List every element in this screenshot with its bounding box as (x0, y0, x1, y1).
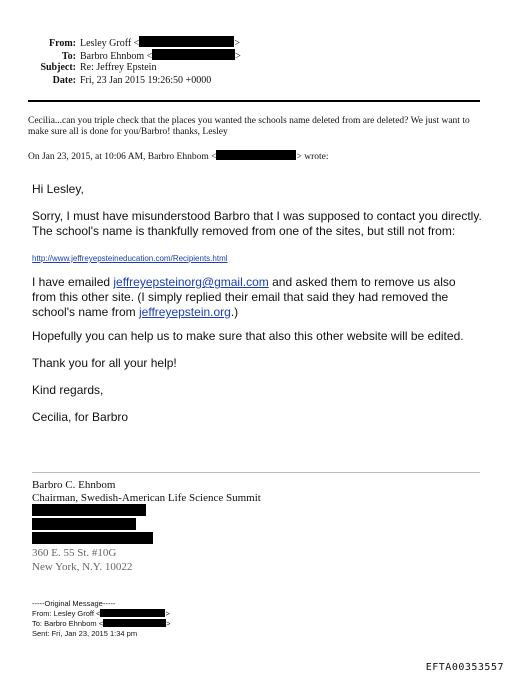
greeting: Hi Lesley, (32, 182, 84, 196)
subject-value: Re: Jeffrey Epstein (80, 62, 157, 73)
from-row (20, 36, 240, 50)
email-link[interactable]: jeffreyepsteinorg@gmail.com (113, 275, 269, 289)
recipients-link-row (32, 250, 482, 266)
original-to (32, 619, 170, 628)
to-name: Barbro Ehnbom < (80, 51, 153, 62)
original-divider: -----Original Message----- (32, 599, 116, 608)
quote-attribution (28, 150, 329, 163)
original-from-text: From: Lesley Groff < (32, 609, 101, 618)
signature-address-2: New York, N.Y. 10022 (32, 561, 133, 573)
original-from (32, 609, 170, 618)
from-label: From: (48, 38, 76, 49)
paragraph-1: Sorry, I must have misunderstood Barbro that I was supposed to contact you directly. The school's name is thankfully removed from one of the sites, but still not from: (32, 209, 482, 238)
signature-title: Chairman, Swedish-American Life Science Summit (32, 492, 261, 504)
signature-address-1: 360 E. 55 St. #10G (32, 547, 117, 559)
from-close: > (234, 38, 240, 49)
signature-name: Barbro C. Ehnbom (32, 479, 116, 491)
from-name: Lesley Groff < (80, 38, 140, 49)
redaction-bar (32, 532, 153, 544)
redaction-bar (32, 518, 136, 530)
to-label: To: (61, 51, 76, 62)
paragraph-3: Hopefully you can help us to make sure that also this other website will be edited. (32, 329, 464, 343)
paragraph-2 (32, 275, 482, 320)
header-divider (28, 100, 480, 102)
redaction-bar (139, 36, 234, 47)
date-row (20, 75, 211, 87)
signoff: Cecilia, for Barbro (32, 410, 129, 424)
date-label: Date: (52, 75, 76, 86)
paragraph-4: Thank you for all your help! (32, 356, 177, 370)
subject-label: Subject: (40, 62, 76, 73)
recipients-link[interactable]: http://www.jeffreyepsteineducation.com/Recipients.html (32, 254, 228, 263)
signature-divider (32, 472, 480, 473)
redaction-bar (103, 619, 166, 627)
redaction-bar (216, 150, 296, 160)
original-sent: Sent: Fri, Jan 23, 2015 1:34 pm (32, 629, 138, 638)
to-close: > (235, 51, 241, 62)
paragraph-2-text-a: I have emailed (32, 275, 114, 289)
paragraph-2-text-b: and asked them to remove us also from this other site. (I simply replied their email that said they had removed the school's name from (32, 275, 456, 319)
quote-prefix: On Jan 23, 2015, at 10:06 AM, Barbro Ehnbom < (28, 152, 217, 162)
bates-number: EFTA00353557 (425, 662, 504, 673)
original-to-close: > (166, 619, 171, 628)
reply-body: Cecilia...can you triple check that the places you wanted the schools name deleted from are deleted? We just want to make sure all is done for you/Barbro! thanks, Lesley (28, 116, 470, 137)
paragraph-2-text-c: .) (230, 305, 239, 319)
date-value: Fri, 23 Jan 2015 19:26:50 +0000 (80, 75, 212, 86)
original-from-close: > (165, 609, 170, 618)
original-to-text: To: Barbro Ehnbom < (32, 619, 104, 628)
subject-row (20, 62, 156, 74)
redaction-bar (100, 609, 165, 617)
quote-suffix: > wrote: (296, 152, 329, 162)
site-link[interactable]: jeffreyepstein.org (139, 305, 231, 319)
closing: Kind regards, (32, 383, 104, 397)
redaction-bar (32, 504, 146, 516)
redaction-bar (152, 49, 235, 60)
to-row (20, 49, 241, 63)
